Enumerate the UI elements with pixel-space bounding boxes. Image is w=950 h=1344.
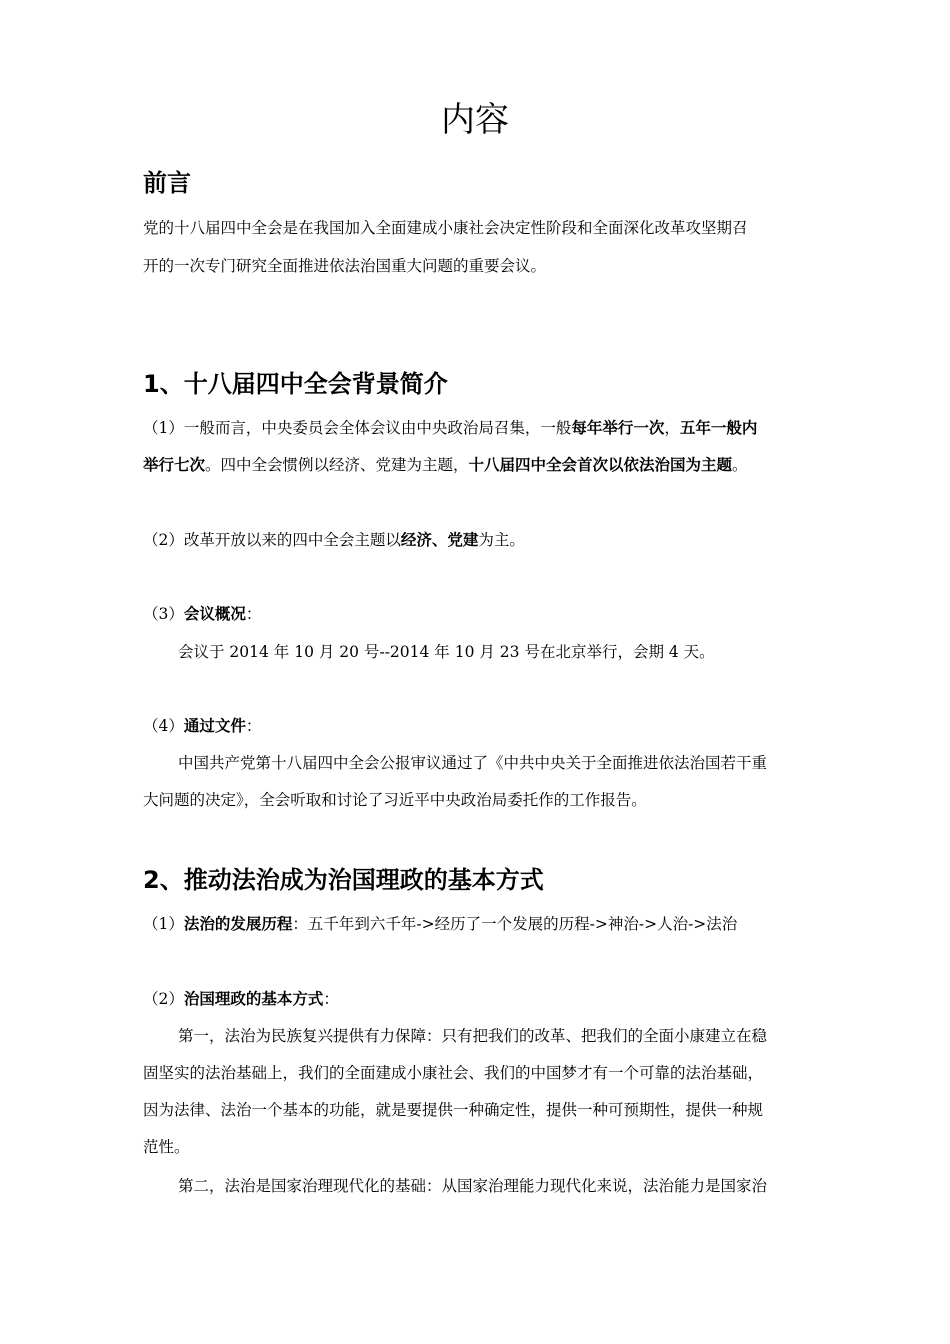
text: ， — [664, 419, 680, 437]
text: （1）一般而言，中央委员会全体会议由中央政治局召集，一般 — [143, 419, 572, 437]
section1-p3-label — [143, 604, 261, 624]
section1-p2 — [143, 530, 525, 550]
preface-heading: 前言 — [143, 169, 191, 197]
bold-text: 通过文件 — [183, 717, 246, 735]
text: （1） — [143, 915, 184, 933]
bold-text: 五年一般内 — [679, 419, 758, 437]
text: （2） — [143, 990, 184, 1008]
section2-p2-line-4: 范性。 — [143, 1138, 190, 1156]
section1-p1-line-1 — [143, 418, 757, 438]
bold-text: 法治的发展历程 — [183, 915, 293, 933]
section2-p2-line-3: 因为法律、法治一个基本的功能，就是要提供一种确定性，提供一种可预期性，提供一种规 — [143, 1101, 764, 1119]
text: 。 — [732, 456, 748, 474]
bold-text: 会议概况 — [183, 605, 246, 623]
bold-text: 治国理政的基本方式 — [183, 990, 324, 1008]
text: ： — [323, 990, 339, 1008]
section1-p4-label — [143, 716, 261, 736]
text: 。四中全会惯例以经济、党建为主题， — [205, 456, 469, 474]
text: ： — [245, 717, 262, 735]
section2-p2-line-5: 第二，法治是国家治理现代化的基础：从国家治理能力现代化来说，法治能力是国家治 — [178, 1177, 768, 1195]
section1-p4-body-1: 中国共产党第十八届四中全会公报审议通过了《中共中央关于全面推进依法治国若干重 — [178, 754, 768, 772]
section2-heading: 2、推动法治成为治国理政的基本方式 — [143, 866, 544, 894]
section1-p4-body-2: 大问题的决定》，全会听取和讨论了习近平中央政治局委托作的工作报告。 — [143, 791, 647, 809]
section1-p3-body: 会议于 2014 年 10 月 20 号--2014 年 10 月 23 号在北京举行，会期 4 天。 — [178, 643, 715, 661]
text: （4） — [143, 717, 184, 735]
preface-line-1: 党的十八届四中全会是在我国加入全面建成小康社会决定性阶段和全面深化改革攻坚期召 — [143, 219, 748, 237]
section2-p1 — [143, 914, 737, 934]
section2-p2-label — [143, 989, 339, 1009]
section1-p1-line-2 — [143, 455, 748, 475]
preface-line-2: 开的一次专门研究全面推进依法治国重大问题的重要会议。 — [143, 257, 547, 275]
text: ：五千年到六千年->经历了一个发展的历程->神治->人治->法治 — [292, 915, 738, 933]
bold-text: 每年举行一次 — [571, 419, 665, 437]
text: ： — [245, 605, 262, 623]
text: 为主。 — [478, 531, 525, 549]
text: （2）改革开放以来的四中全会主题以 — [143, 531, 401, 549]
text: （3） — [143, 605, 184, 623]
section2-p2-line-1: 第一，法治为民族复兴提供有力保障：只有把我们的改革、把我们的全面小康建立在稳 — [178, 1027, 768, 1045]
bold-text: 十八届四中全会首次以依法治国为主题 — [468, 456, 733, 474]
page-title: 内容 — [441, 100, 509, 140]
section2-p2-line-2: 固坚实的法治基础上，我们的全面建成小康社会、我们的中国梦才有一个可靠的法治基础， — [143, 1064, 764, 1082]
bold-text: 经济、党建 — [400, 531, 479, 549]
section1-heading: 1、十八届四中全会背景简介 — [143, 370, 448, 398]
bold-text: 举行七次 — [143, 456, 206, 474]
